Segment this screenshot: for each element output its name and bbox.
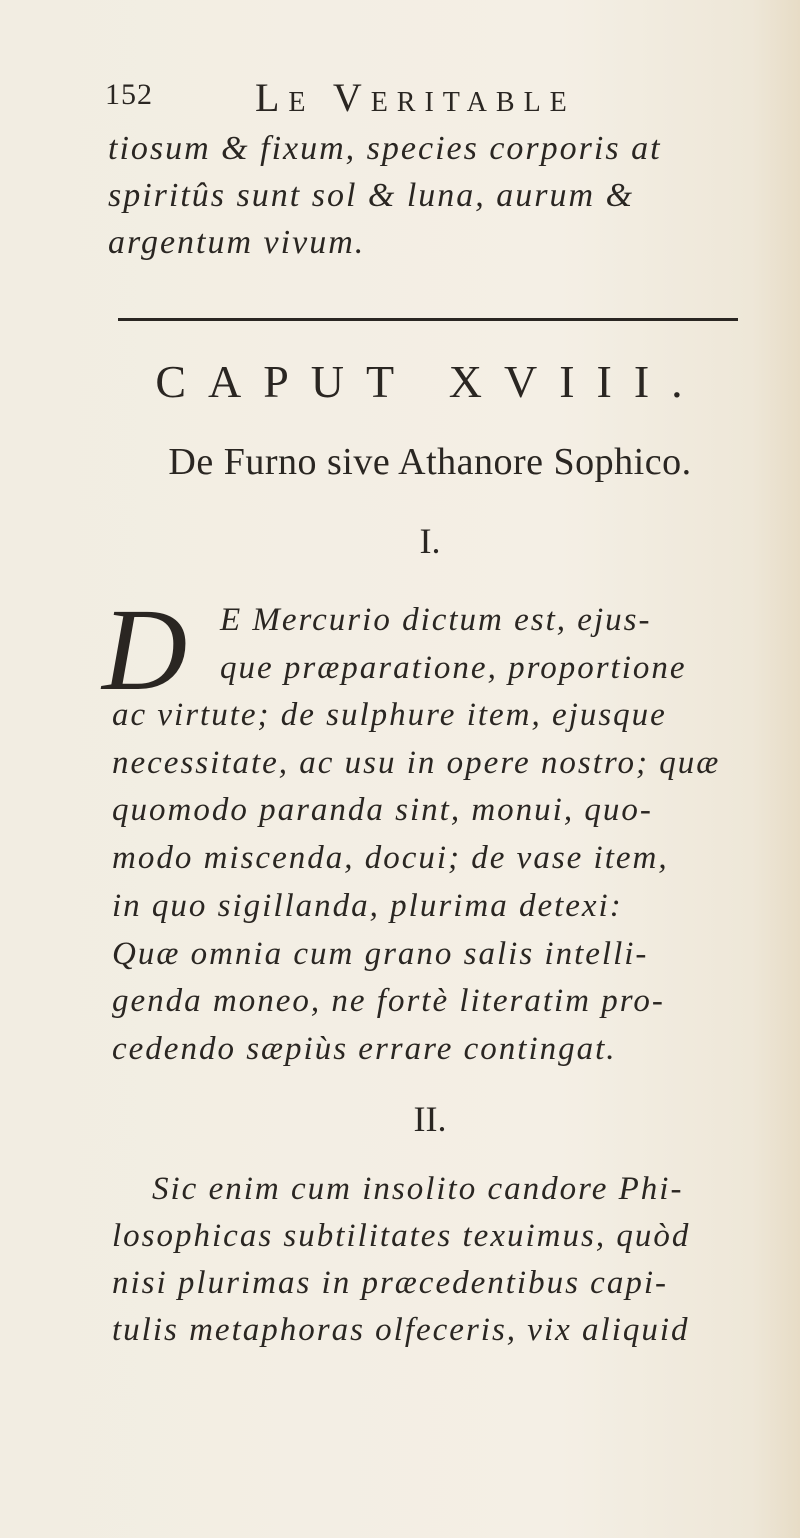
text-line: in quo sigillanda, plurima detexi: [112,887,623,924]
text-line: necessitate, ac usu in opere nostro; quæ [112,744,721,781]
paragraph-1-opening [220,596,765,692]
text-line: Quæ omnia cum grano salis intelli- [112,935,649,972]
text-line: genda moneo, ne fortè literatim pro- [112,983,665,1020]
text-line: spiritûs sunt sol & luna, aurum & [108,177,635,214]
text-line: nisi plurimas in præcedentibus capi- [112,1265,668,1301]
section-number-1: I. [419,521,441,561]
text-line: losophicas subtilitates texuimus, quòd [112,1218,691,1254]
drop-cap: D [102,584,188,715]
running-title: Le Veritable [255,75,576,120]
text-line: tiosum & fixum, species corporis at [108,130,662,167]
page-header [105,75,755,130]
text-line: cedendo sæpiùs errare contingat. [112,1030,617,1067]
section-number-2: II. [413,1099,447,1139]
text-line: que præparatione, proportione [220,650,687,686]
text-line: E Mercurio dictum est, ejus- [220,602,652,638]
continuation-text [108,125,768,266]
paragraph-2-body [112,1166,767,1354]
chapter-subtitle: De Furno sive Athanore Sophico. [168,441,692,483]
text-line: tulis metaphoras olfeceris, vix aliquid [112,1312,690,1348]
text-line: argentum vivum. [108,224,366,261]
text-line: ac virtute; de sulphure item, ejusque [112,697,667,733]
text-line: Sic enim cum insolito candore Phi- [152,1171,684,1207]
paragraph-1-body [112,692,767,1074]
chapter-title: CAPUT XVIII. [155,356,705,407]
page-number: 152 [105,78,153,111]
chapter-divider-rule [118,318,738,321]
text-line: modo miscenda, docui; de vase item, [112,840,669,877]
text-line: quomodo paranda sint, monui, quo- [112,792,653,829]
